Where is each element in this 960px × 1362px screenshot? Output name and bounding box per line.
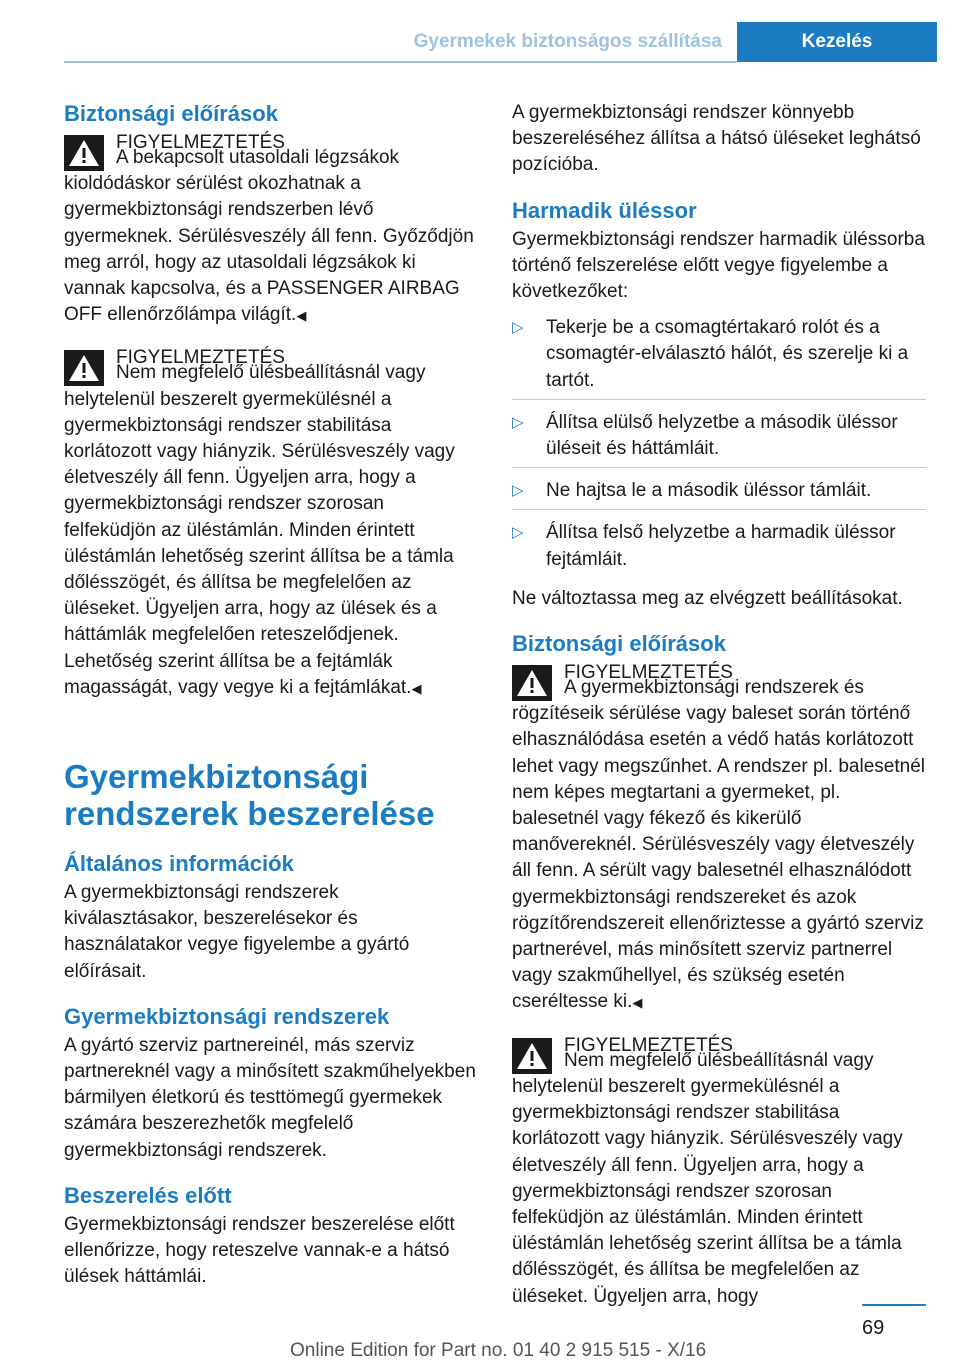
warning-icon: [512, 665, 552, 701]
no-change-text: Ne változtassa meg az elvégzett beállításokat.: [512, 587, 903, 609]
intro-text: A gyermekbiztonsági rendszer könnyebb beszereléséhez állítsa a hátsó üléseket leghátsó pozícióba.: [512, 102, 921, 176]
general-heading: Általános információk: [64, 851, 294, 877]
footer-rule: [862, 1304, 926, 1306]
general-text: A gyermekbiztonsági rendszerek kiválasztásakor, beszerelésekor és használatakor vegye figyelembe a gyártó előírásait.: [64, 882, 410, 982]
list-item: [512, 476, 926, 510]
header-section-title: Gyermekek biztonságos szállítása: [413, 31, 722, 52]
left-column: [64, 100, 476, 1305]
bullet-icon: ▷: [512, 524, 524, 542]
list-item: [512, 518, 926, 577]
warning-text: A bekapcsolt utasoldali légzsákok kioldódáskor sérülést okozhatnak a gyermekbiztonsági rendszerben lévő gyermeknek. Sérülésveszély áll fenn. Győződjön meg arról, hogy az utasoldali légzsákok ki vannak kapcsolva, és a PASSENGER AIRBAG OFF ellenőrzőlámpa világít.: [64, 147, 474, 326]
bullet-icon: ▷: [512, 413, 524, 431]
main-heading: Gyermekbiztonsági rendszerek beszerelése: [64, 758, 435, 833]
third-row-text: Gyermekbiztonsági rendszer harmadik üléssorba történő felszerelése előtt vegye figyelembe a következőket:: [512, 228, 925, 303]
list-item-text: Állítsa elülső helyzetbe a második üléssor üléseit és háttámláit.: [546, 411, 898, 460]
bullet-icon: ▷: [512, 319, 524, 337]
warning-title: FIGYELMEZTETÉS: [116, 347, 285, 369]
list-item: [512, 313, 926, 400]
list-item-text: Tekerje be a csomagtértakaró rolót és a csomagtér-elválasztó hálót, és szerelje ki a tartót.: [546, 317, 909, 391]
third-row-heading: Harmadik üléssor: [512, 197, 697, 223]
before-heading: Beszerelés előtt: [64, 1182, 232, 1208]
bullet-icon: ▷: [512, 482, 524, 500]
warning-block: [64, 345, 476, 702]
right-column: [512, 100, 926, 1326]
list-item-text: Állítsa felső helyzetbe a harmadik üléssor fejtámláit.: [546, 522, 896, 570]
warning-text: Nem megfelelő ülésbeállításnál vagy helytelenül beszerelt gyermekülésnél a gyermekbiztonsági rendszer stabilitása korlátozott vagy hiányzik. Sérülésveszély vagy életveszély áll fenn. Ügyeljen arra, hogy a gyermekbiztonsági rendszer szorosan felfeküdjön az üléstámlán. Minden érintett üléstámlán lehetőség szerint állítsa be a támla dőlésszögét, és állítsa be megfelelően az üléseket. Ügyeljen arra, hogy az ülések és a háttámlák megfelelően reteszelődjenek. Lehetőség szerint állítsa be a fejtámlák magasságát, vagy vegye ki a fejtámlákat.: [64, 362, 455, 698]
warning-icon: [64, 350, 104, 386]
before-text: Gyermekbiztonsági rendszer beszerelése előtt ellenőrizze, hogy reteszelve vannak-e a hátsó ülések háttámlái.: [64, 1213, 455, 1288]
safety-heading: Biztonsági előírások: [512, 631, 726, 657]
warning-block: [512, 660, 926, 1017]
end-mark: ◀: [296, 308, 307, 324]
steps-list: [512, 313, 926, 578]
warning-block: [64, 130, 476, 329]
systems-heading: Gyermekbiztonsági rendszerek: [64, 1003, 390, 1029]
page-number: 69: [862, 1317, 885, 1339]
edition-text: Online Edition for Part no. 01 40 2 915 515 - X/16: [290, 1340, 707, 1361]
end-mark: ◀: [411, 680, 422, 696]
systems-text: A gyártó szerviz partnereinél, más szerviz partnereknél vagy a minősített szakműhelyekben bármilyen életkorú és testtömegű gyermekek számára beszerezhetők megfelelő gyermekbiztonsági rendszerek.: [64, 1034, 476, 1161]
end-mark: ◀: [632, 995, 643, 1011]
warning-icon: [64, 135, 104, 171]
list-item-text: Ne hajtsa le a második üléssor támláit.: [546, 480, 872, 502]
warning-title: FIGYELMEZTETÉS: [564, 662, 733, 684]
warning-title: FIGYELMEZTETÉS: [116, 132, 285, 153]
warning-title: FIGYELMEZTETÉS: [564, 1034, 733, 1056]
safety-heading: Biztonsági előírások: [64, 101, 278, 126]
header-rule: [64, 61, 737, 63]
list-item: [512, 408, 926, 468]
warning-icon: [512, 1038, 552, 1074]
warning-text: A gyermekbiztonsági rendszerek és rögzítéseik sérülése vagy baleset során történő elhasználódása esetén a védő hatás korlátozott lehet vagy megszűnhet. A rendszer pl. balesetnél nem képes megtartani a gyermeket, pl. balesetnél vagy fékező és kikerülő manővereknél. Sérülésveszély vagy életveszély áll fenn. A sérült vagy balesetnél elhasználódott gyermekbiztonsági rendszereket és azok rögzítőrendszereit ellenőriztesse a gyártó szerviz partnerével, más minősített szerviz partnerrel vagy szakműhellyel, és szükség esetén cseréltesse ki.: [512, 677, 925, 1013]
warning-block: [512, 1033, 926, 1310]
warning-text: Nem megfelelő ülésbeállításnál vagy helytelenül beszerelt gyermekülésnél a gyermekbiztonsági rendszer stabilitása korlátozott vagy hiányzik. Sérülésveszély vagy életveszély áll fenn. Ügyeljen arra, hogy a gyermekbiztonsági rendszer szorosan felfeküdjön az üléstámlán. Minden érintett üléstámlán lehetőség szerint állítsa be a támla dőlésszögét, és állítsa be megfelelően az üléseket. Ügyeljen arra, hogy: [512, 1049, 903, 1307]
page-header: [0, 0, 960, 62]
header-tab: Kezelés: [737, 22, 937, 62]
